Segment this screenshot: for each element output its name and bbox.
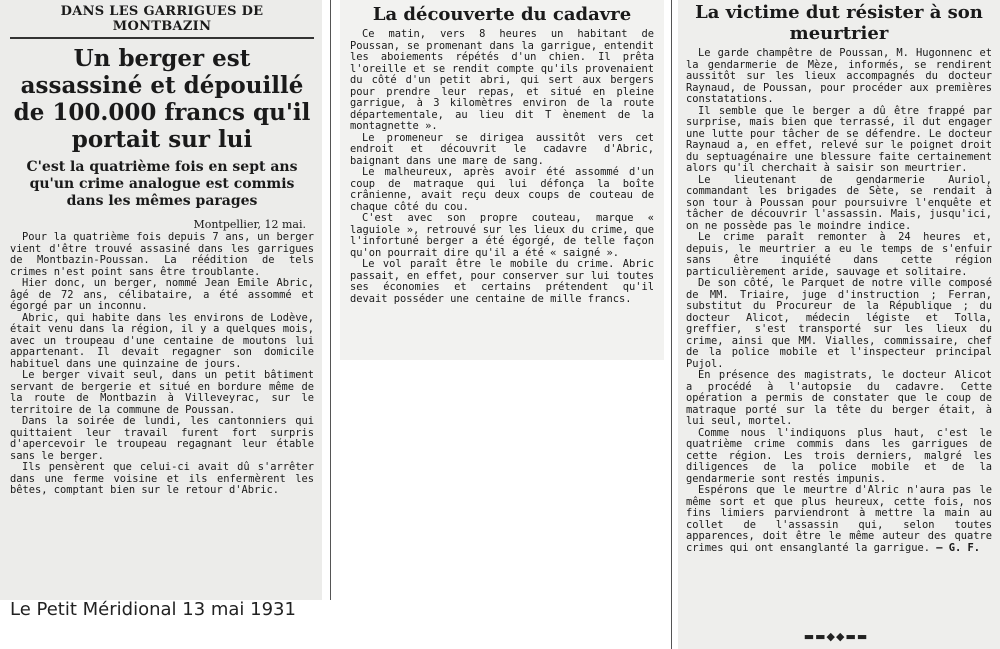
headline: Un berger est assassiné et dépouillé de 100.000 francs qu'il portait sur lui bbox=[13, 45, 311, 153]
subheadline: C'est la quatrième fois en sept ans qu'un crime analogue est commis dans les mêmes parages bbox=[26, 159, 298, 209]
paragraph: Le lieutenant de gendarmerie Auriol, commandant les brigades de Sète, se rendait à son tour à Poussan pour poursuivre l'enquête et tâcher de découvrir l'assassin. Mais, jusqu'ici, on ne possède pas le moindre indice. bbox=[686, 173, 992, 232]
section-heading: La victime dut résister à son meurtrier bbox=[695, 2, 983, 44]
paragraph: Le berger vivait seul, dans un petit bâtiment servant de bergerie et situé en bordure même de la route de Montbazin à Villeveyrac, sur le territoire de la commune de Poussan. bbox=[10, 369, 314, 416]
paragraph bbox=[686, 485, 992, 554]
column-rule bbox=[671, 0, 672, 649]
paragraph: Il semble que le berger a dû être frappé par surprise, mais bien que terrassé, il dut engager une lutte pour tâcher de se défendre. Le docteur Raynaud a, en effet, relevé sur le poignet droit du septuagénaire une blessure faite certainement alors qu'il cherchait à saisir son meurtrier. bbox=[686, 104, 992, 174]
paragraph-text: Espérons que le meurtre d'Alric n'aura pas le même sort et que plus heureux, cette fois, nos fins limiers parviendront à mettre la main au collet de l'assassin qui, selon toutes apparences, doit être le même auteur des quatre crimes qui ont ensanglanté la garrigue. bbox=[686, 484, 992, 554]
paragraph: Pour la quatrième fois depuis 7 ans, un berger vient d'être trouvé assasiné dans les garrigues de Montbazin-Poussan. La réédition de tels crimes n'est point sans être troublante. bbox=[10, 231, 314, 278]
paragraph: Ils pensèrent que celui-ci avait dû s'arrêter dans une ferme voisine et ils enfermèrent les bêtes, comptant bien sur le retour d'Abric. bbox=[10, 461, 314, 496]
paragraph: Hier donc, un berger, nommé Jean Emile Abric, âgé de 72 ans, célibataire, a été assommé et égorgé par un inconnu. bbox=[10, 277, 314, 312]
paragraph: C'est avec son propre couteau, marque « laguiole », retrouvé sur les lieux du crime, que l'infortuné berger a été égorgé, de telle façon qu'on pourrait dire qu'il a été « saigné ». bbox=[350, 212, 654, 259]
paragraph: Ce matin, vers 8 heures un habitant de Poussan, se promenant dans la garrigue, entendit les aboiements répétés d'un chien. Il prêta l'oreille et se rendit compte qu'ils provenaient du côté d'un petit abri, qui sert aux bergers pour prendre leur repas, et situé en pleine garrigue, à 3 kilomètres environ de la route départementale, au lieu dit T ènement de la montagnette ». bbox=[350, 28, 654, 132]
signature: — G. F. bbox=[936, 541, 981, 554]
dateline: Montpellier, 12 mai. bbox=[193, 218, 306, 231]
column-rule bbox=[330, 0, 331, 600]
paragraph: De son côté, le Parquet de notre ville composé de MM. Triaire, juge d'instruction ; Ferran, substitut du Procureur de la République ; du docteur Alicot, médecin légiste et Tolla, greffier, s'est transporté sur les lieux du crime, ainsi que MM. Vialles, commissaire, chef de la police mobile et l'inspecteur principal Pujol. bbox=[686, 277, 992, 370]
ornament-divider: ▬▬◆◆▬▬ bbox=[803, 630, 869, 643]
paragraph: En présence des magistrats, le docteur Alicot a procédé à l'autopsie du cadavre. Cette opération a permis de constater que le coup de matraque porté sur la tête du berger était, à lui seul, mortel. bbox=[686, 369, 992, 427]
paragraph: Abric, qui habite dans les environs de Lodève, était venu dans la région, il y a quelques mois, avec un troupeau d'une centaine de moutons lui appartenant. Il devait regagner son domicile habituel dans une quinzaine de jours. bbox=[10, 311, 314, 370]
section-heading: La découverte du cadavre bbox=[372, 4, 632, 25]
image-caption: Le Petit Méridional 13 mai 1931 bbox=[10, 599, 296, 620]
paragraph: Le malheureux, après avoir été assommé d'un coup de matraque qui lui défonça la boîte crânienne, avait reçu deux coups de couteau de chaque côté du cou. bbox=[350, 166, 654, 213]
paragraph: Le garde champêtre de Poussan, M. Hugonnenc et la gendarmerie de Mèze, informés, se rendirent aussitôt sur les lieux accompagnés du docteur Raynaud, de Poussan, pour procéder aux premières constatations. bbox=[686, 47, 992, 105]
paragraph: Le promeneur se dirigea aussitôt vers cet endroit et découvrit le cadavre d'Abric, baignant dans une mare de sang. bbox=[350, 131, 654, 167]
kicker: DANS LES GARRIGUES DE MONTBAZIN bbox=[10, 4, 314, 39]
paragraph: Comme nous l'indiquons plus haut, c'est le quatrième crime commis dans les garrigues de cette région. Les trois derniers, malgré les diligences de la police mobile et de la gendarmerie sont restés impunis. bbox=[686, 426, 992, 485]
article-column-3 bbox=[678, 0, 1000, 649]
paragraph: Dans la soirée de lundi, les cantonniers qui quittaient leur travail furent fort surpris d'apercevoir le troupeau regagnant leur étable sans le berger. bbox=[10, 415, 314, 462]
paragraph: Le vol paraît être le mobile du crime. Abric passait, en effet, pour conserver sur lui toutes ses économies et certains prétendent qu'il devait posséder une centaine de mille francs. bbox=[350, 258, 654, 305]
paragraph: Le crime paraît remonter à 24 heures et, depuis, le meurtrier a eu le temps de s'enfuir sans être inquiété dans cette région particulièrement aride, sauvage et solitaire. bbox=[686, 231, 992, 278]
article-column-1 bbox=[0, 0, 322, 600]
article-column-2 bbox=[340, 0, 664, 360]
